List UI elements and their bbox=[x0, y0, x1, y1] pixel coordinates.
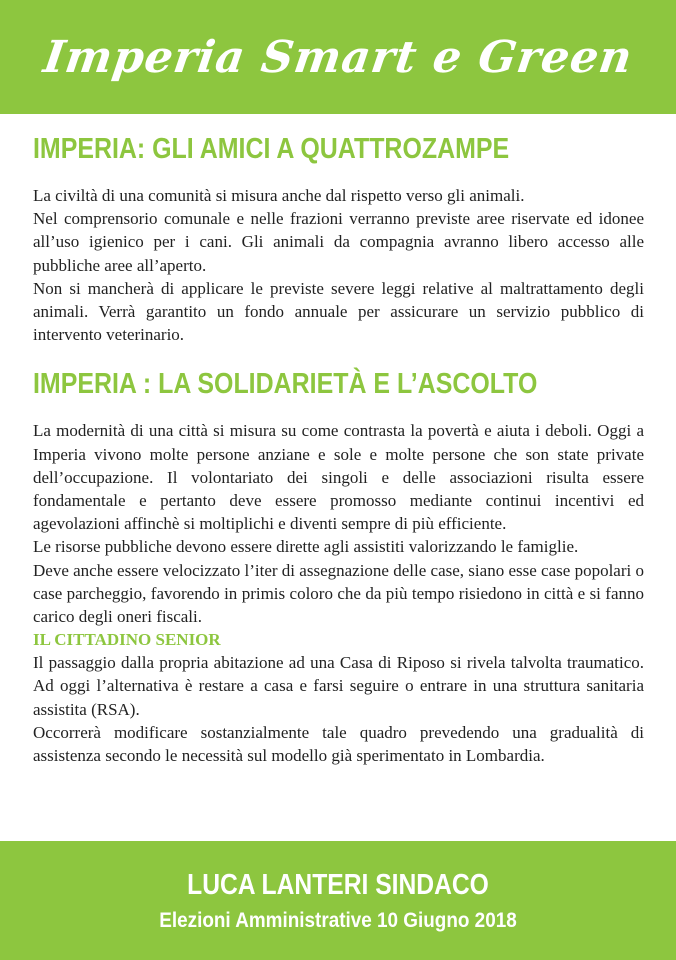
header-banner bbox=[0, 0, 676, 114]
paragraph: Nel comprensorio comunale e nelle frazioni verranno previste aree riservate ed idonee all’uso igienico per i cani. Gli animali da compagnia avranno libero accesso alle pubbliche aree all’aperto. bbox=[33, 209, 644, 275]
candidate-name: LUCA LANTERI SINDACO bbox=[187, 869, 489, 901]
election-date: Elezioni Amministrative 10 Giugno 2018 bbox=[159, 909, 517, 932]
paragraph: Occorrerà modificare sostanzialmente tale quadro prevedendo una gradualità di assistenza secondo le necessità sul modello già sperimentato in Lombardia. bbox=[33, 722, 644, 766]
paragraph: Le risorse pubbliche devono essere dirette agli assistiti valorizzando le famiglie. bbox=[33, 537, 579, 557]
section-heading-animals: IMPERIA: GLI AMICI A QUATTROZAMPE bbox=[33, 133, 510, 165]
paragraph: La civiltà di una comunità si misura anche dal rispetto verso gli animali. bbox=[33, 186, 525, 205]
paragraph: Il passaggio dalla propria abitazione ad una Casa di Riposo si rivela talvolta traumatico. Ad oggi l’alternativa è restare a casa e farsi seguire o entrare in una struttura sanitaria assistita (RSA). bbox=[33, 653, 644, 719]
footer-banner bbox=[0, 841, 676, 960]
main-content bbox=[33, 126, 644, 767]
solidarity-text bbox=[33, 419, 644, 767]
brand-title: Imperia Smart e Green bbox=[40, 31, 636, 83]
paragraph: Non si mancherà di applicare le previste severe leggi relative al maltrattamento degli animali. Verrà garantito un fondo annuale per assicurare un servizio pubblico di intervento veterinario. bbox=[33, 278, 644, 345]
section-heading-solidarity: IMPERIA : LA SOLIDARIETÀ E L’ASCOLTO bbox=[33, 368, 538, 401]
paragraph: La modernità di una città si misura su come contrasta la povertà e aiuta i deboli. Oggi a Imperia vivono molte persone anziane e sole e molte persone che son state private dell’occupazione. Il volontariato dei singoli e delle associazioni risulta essere fondamentale e pertanto deve essere promosso mediante continui incentivi ed agevolazioni affinchè si moltiplichi e diventi sempre di più efficiente. bbox=[33, 421, 644, 534]
subheading-senior: IL CITTADINO SENIOR bbox=[33, 630, 221, 650]
paragraph: Deve anche essere velocizzato l’iter di assegnazione delle case, siano esse case popolari o case parcheggio, favorendo in primis coloro che da più tempo risiedono in città e si fanno carico degli oneri fiscali. bbox=[33, 560, 644, 627]
animals-text bbox=[33, 184, 644, 346]
